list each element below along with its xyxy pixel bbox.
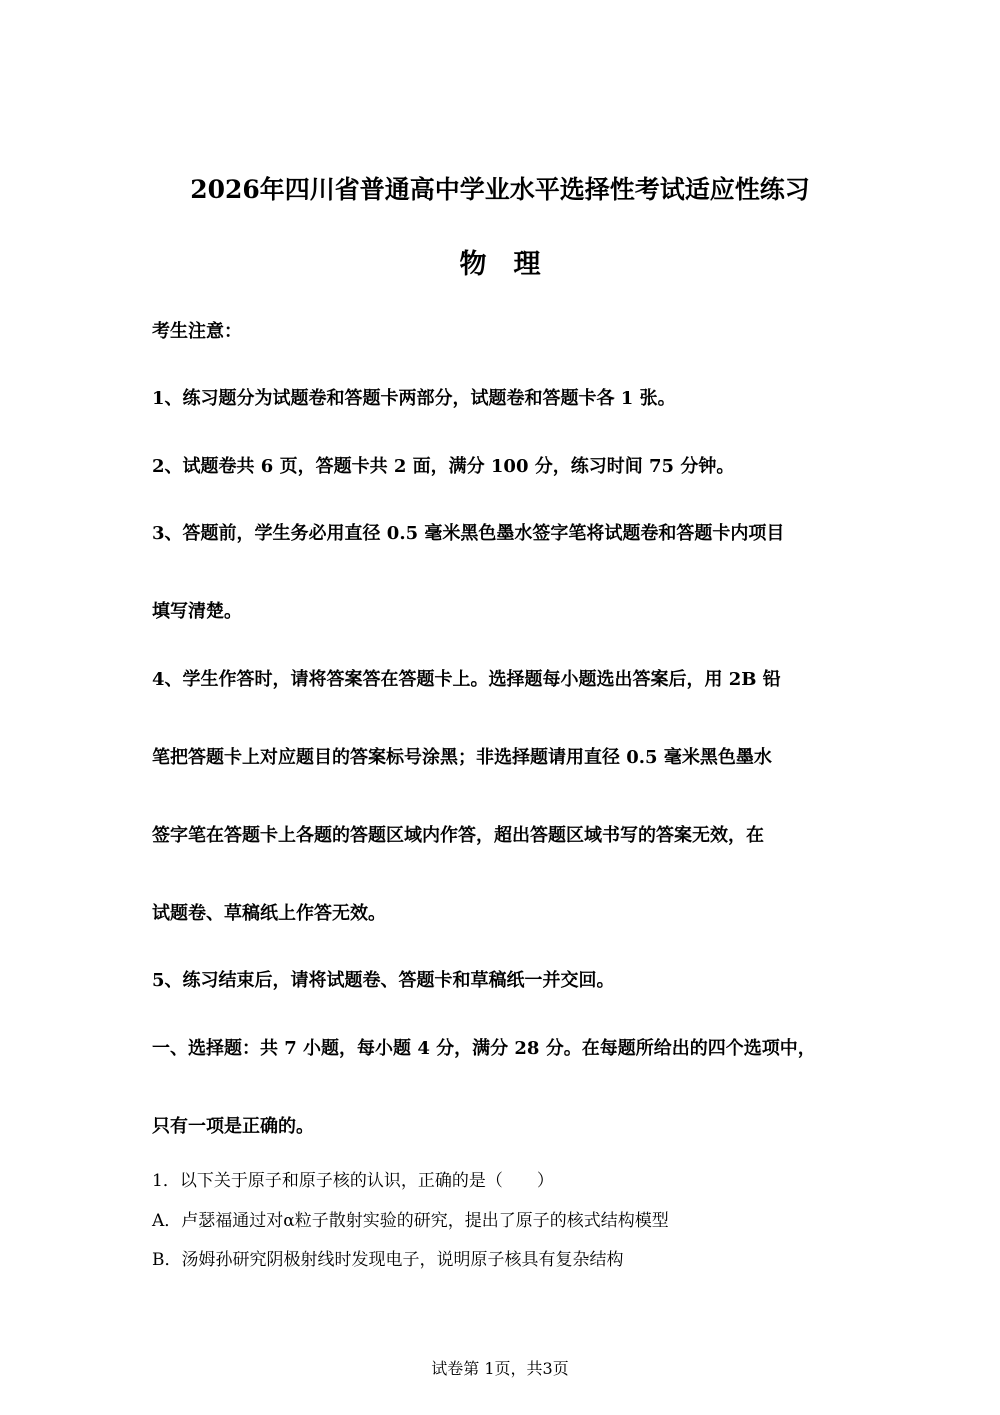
notice-line: 试题卷、草稿纸上作答无效。 [152,903,386,924]
section-heading: 只有一项是正确的。 [152,1116,314,1137]
notice-line: 签字笔在答题卡上各题的答题区域内作答，超出答题区域书写的答案无效，在 [152,825,764,846]
section-heading: 一、选择题：共 7 小题，每小题 4 分，满分 28 分。在每题所给出的四个选项中， [152,1038,816,1059]
exam-title: 2026年四川省普通高中学业水平选择性考试适应性练习 [190,175,810,204]
notice-heading: 考生注意： [152,321,242,342]
subject-title: 物 理 [459,249,541,280]
question-option-a: A．卢瑟福通过对α粒子散射实验的研究，提出了原子的核式结构模型 [152,1211,669,1231]
page-footer: 试卷第 1页，共3页 [431,1359,569,1378]
question-option-b: B．汤姆孙研究阴极射线时发现电子，说明原子核具有复杂结构 [152,1250,624,1270]
notice-line: 填写清楚。 [152,601,242,622]
notice-line: 5、练习结束后，请将试题卷、答题卡和草稿纸一并交回。 [152,970,615,991]
notice-line: 2、试题卷共 6 页，答题卡共 2 面，满分 100 分，练习时间 75 分钟。 [152,456,735,477]
question-stem: 1．以下关于原子和原子核的认识，正确的是（ ） [152,1171,554,1191]
notice-line: 笔把答题卡上对应题目的答案标号涂黑；非选择题请用直径 0.5 毫米黑色墨水 [152,747,772,768]
notice-line: 1、练习题分为试题卷和答题卡两部分，试题卷和答题卡各 1 张。 [152,388,676,409]
notice-line: 4、学生作答时，请将答案答在答题卡上。选择题每小题选出答案后，用 2B 铅 [152,669,781,690]
notice-line: 3、答题前，学生务必用直径 0.5 毫米黑色墨水签字笔将试题卷和答题卡内项目 [152,523,785,544]
